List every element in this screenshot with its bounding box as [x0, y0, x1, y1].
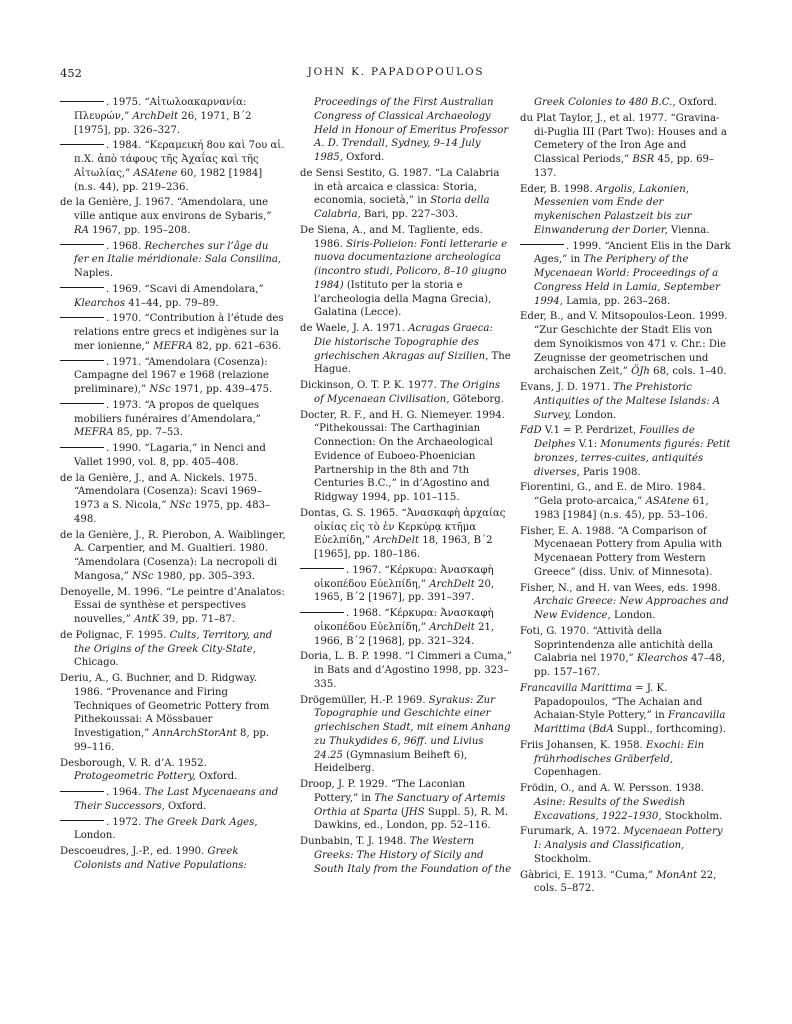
bibliography-entry — [60, 356, 286, 397]
bibliography-entry — [60, 283, 286, 311]
entry-text: (Istituto per la storia e l’archeologia della Magna Grecia), Galatina (Lecce). — [314, 279, 492, 319]
bibliography-entry — [520, 869, 732, 897]
page-number: 452 — [60, 66, 82, 80]
entry-text: . 1971. “Amendolara (Cosenza): Campagne del 1967 e 1968 (relazione preliminare),” — [74, 356, 269, 395]
bibliography-entry — [520, 424, 732, 479]
entry-text: Denoyelle, M. 1996. “Le peintre d’Analatos: Essai de synthèse et perspectives nouvelles,” — [60, 586, 285, 625]
entry-text: Friis Johansen, K. 1958. — [520, 739, 646, 751]
italic-title: Greek Colonies to 480 B.C., — [534, 97, 676, 108]
entry-text: 61, 1983 [1984] (n.s. 45), pp. 53–106. — [534, 496, 709, 521]
bibliography-entry — [60, 529, 286, 584]
entry-text: (Gymnasium Beiheft 6), Heidelberg. — [314, 749, 468, 775]
bibliography-entry — [520, 739, 732, 780]
italic-title: BSR — [632, 154, 655, 165]
bibliography-entry — [300, 379, 512, 407]
italic-title: AntK — [133, 614, 160, 625]
bibliography-entry — [300, 650, 512, 691]
italic-title: Argolis, Lakonien, Messenien vom Ende der mykenischen Palastzeit bis zur Einwanderung der Dorier, — [534, 183, 692, 236]
bibliography-entry — [520, 525, 732, 580]
entry-text: 39, pp. 71–87. — [159, 614, 236, 625]
bibliography-column-3 — [520, 96, 732, 898]
entry-text: 1975, pp. 483–498. — [74, 500, 271, 525]
entry-text: . 1984. “Κεραμεική 8ου καὶ 7ου αἱ. π.Χ. ἀπὸ τάφους τῆς Ἀχαΐας καὶ τῆς Αἰτωλίας,” — [74, 140, 285, 179]
bibliography-entry — [60, 240, 286, 281]
repeated-author-dash — [60, 403, 104, 404]
italic-title: Syrakus: Zur Topographie und Geschichte einer griechischen Stadt, mit einem Anhang zu Thukydides 6, 96ff. und Livius 24.25 — [314, 694, 511, 761]
entry-text: 26, 1971, B´2 [1975], pp. 326–327. — [74, 110, 252, 136]
entry-text: Chicago. — [74, 657, 119, 669]
italic-title: ArchDelt — [429, 621, 475, 633]
italic-title: The Greek Dark Ages, — [144, 816, 258, 828]
entry-text: . 1990. “Lagaria,” in Nenci and Vallet 1990, vol. 8, pp. 405–408. — [74, 443, 266, 468]
entry-text: de Sensi Sestito, G. 1987. “La Calabria in età arcaica e classica: Storia, economia, società,” in — [300, 167, 500, 207]
italic-title: The Origins of Mycenaean Civilisation, — [314, 380, 501, 405]
repeated-author-dash — [60, 820, 104, 821]
italic-title: The Last Mycenaeans and Their Successors, — [74, 787, 279, 812]
entry-text: Oxford. — [164, 800, 207, 812]
bibliography-entry — [300, 564, 512, 605]
bibliography-entry — [300, 167, 512, 222]
entry-text: 1971, pp. 439–475. — [170, 384, 273, 395]
italic-title: NSc — [149, 384, 171, 395]
repeated-author-dash — [60, 244, 104, 245]
bibliography-entry — [520, 481, 732, 522]
entry-text: Oxford. — [675, 97, 718, 108]
entry-text: Evans, J. D. 1971. — [520, 382, 614, 393]
italic-title: AnnArchStorAnt — [152, 728, 237, 739]
repeated-author-dash — [300, 568, 344, 569]
entry-text: . 1968. — [106, 240, 145, 252]
entry-text: Bari, pp. 227–303. — [360, 209, 458, 220]
italic-title: Siris-Polieion: Fonti letterarie e nuova documentazione archeologica (incontro studi, Policoro, 8–10 giugno 1984) — [314, 238, 508, 291]
entry-text: Naples. — [74, 268, 113, 279]
repeated-author-dash — [60, 447, 104, 448]
bibliography-entry — [520, 381, 732, 422]
bibliography-entry — [60, 672, 286, 755]
bibliography-column-2 — [300, 96, 512, 878]
entry-text: London. — [610, 610, 656, 621]
italic-title: The Western Greeks: The History of Sicily and South Italy from the Foundation of the — [314, 836, 512, 875]
entry-text: . 1975. “Αἰτωλοακαρνανία: Πλευρών,” — [74, 97, 247, 122]
entry-text: De Siena, A., and M. Tagliente, eds. 1986. — [300, 224, 483, 250]
entry-text: = J. K. Papadopoulos, “The Achaian and Achaian-Style Pottery,” in — [534, 682, 703, 722]
repeated-author-dash — [60, 360, 104, 361]
bibliography-entry — [300, 322, 512, 377]
entry-text: . 1973. “A propos de quelques mobiliers funéraires d’Amendolara,” — [74, 399, 261, 425]
entry-text: Desborough, V. R. d’A. 1952. — [60, 757, 207, 769]
repeated-author-dash — [60, 287, 104, 288]
italic-title: Archaic Greece: New Approaches and New Evidence, — [534, 596, 729, 621]
italic-title: Cults, Territory, and the Origins of the Greek City-State, — [74, 629, 273, 655]
italic-title: Francavilla Marittima — [534, 710, 726, 735]
entry-text: . 1968. “Κέρκυρα: Ἀνασκαφὴ οἰκοπέδου Εὐελπίδη,” — [314, 608, 494, 633]
entry-text: Lamia, pp. 263–268. — [562, 295, 671, 307]
entry-text: de Waele, J. A. 1971. — [300, 323, 409, 334]
entry-text: Oxford. — [195, 771, 238, 783]
bibliography-entry — [60, 586, 286, 627]
entry-text: Oxford. — [342, 152, 385, 163]
entry-text: du Plat Taylor, J., et al. 1977. “Gravina-di-Puglia III (Part Two): Houses and a Cemetery of the Iron Age and Classical Periods,” — [520, 112, 727, 165]
italic-title: NSc — [169, 500, 192, 511]
entry-text: Dickinson, O. T. P. K. 1977. — [300, 380, 440, 391]
bibliography-column-1 — [60, 96, 286, 875]
italic-title: ArchDelt — [429, 578, 475, 590]
entry-text: . 1964. — [106, 787, 145, 798]
entry-text: . 1969. “Scavi di Amendolara,” — [106, 283, 264, 295]
italic-title: MEFRA — [153, 340, 193, 352]
entry-text: Docter, R. F., and H. G. Niemeyer. 1994. “Pithekoussai: The Carthaginian Connection: On the Archaeological Evidence of Euboeo-Phoenician Partnership in the 8th and 7th Centuries B.C.,” in d’Agostino and Ridgway 1994, pp. 101–115. — [300, 409, 505, 503]
entry-text: Suppl., forthcoming). — [613, 724, 726, 735]
italic-title: Mycenaean Pottery I: Analysis and Classification, — [534, 826, 723, 851]
bibliography-entry — [60, 312, 286, 353]
italic-title: ArchDelt — [373, 535, 420, 547]
bibliography-entry-continuation — [520, 96, 732, 110]
entry-text: Göteborg. — [449, 393, 504, 405]
repeated-author-dash — [60, 101, 104, 102]
repeated-author-dash — [300, 612, 344, 613]
entry-text: Fisher, E. A. 1988. “A Comparison of Mycenaean Pottery from Apulia with Mycenaean Pottery from Western Greece” (diss. Univ. of Minnesota). — [520, 525, 722, 578]
italic-title: ÖJh — [631, 366, 650, 378]
bibliography-entry — [60, 196, 286, 237]
entry-text: Fiorentini, G., and E. de Miro. 1984. “Gela proto-arcaica,” — [520, 482, 706, 507]
italic-title: Francavilla Marittima — [520, 682, 632, 694]
entry-text: 41–44, pp. 79–89. — [125, 297, 219, 309]
entry-text: Eder, B., and V. Mitsopoulos-Leon. 1999. “Zur Geschichte der Stadt Elis von dem Synoikismos von 471 v. Chr.: Die Zeugnisse der geometrischen und archaischen Zeit,” — [520, 311, 728, 378]
italic-title: Proceedings of the First Australian Congress of Classical Archaeology Held in Honour of Emeritus Professor A. D. Trendall, Sydney, 9–14 July 1985, — [314, 97, 509, 163]
repeated-author-dash — [520, 244, 564, 245]
bibliography-entry — [60, 786, 286, 814]
repeated-author-dash — [60, 317, 104, 318]
italic-title: Monuments figurés: Petit bronzes, terres-cuites, antiquités diverses, — [534, 439, 731, 478]
italic-title: The Sanctuary of Artemis Orthia at Sparta — [314, 792, 506, 818]
italic-title: MEFRA — [74, 427, 114, 439]
italic-title: ASAtene — [133, 167, 178, 179]
italic-title: Protogeometric Pottery, — [74, 771, 196, 783]
bibliography-entry — [520, 782, 732, 823]
bibliography-entry — [520, 310, 732, 379]
repeated-author-dash — [60, 144, 104, 145]
entry-text: 60, 1982 [1984] (n.s. 44), pp. 219–236. — [74, 167, 263, 193]
italic-title: Greek Colonists and Native Populations: — [74, 846, 247, 871]
bibliography-entry — [520, 112, 732, 181]
entry-text: Fisher, N., and H. van Wees, eds. 1998. — [520, 582, 721, 594]
bibliography-entry — [60, 139, 286, 194]
entry-text: Suppl. 5), R. M. Dawkins, ed., London, pp. 52–116. — [314, 806, 509, 832]
bibliography-entry — [60, 629, 286, 670]
bibliography-entry — [60, 845, 286, 873]
italic-title: RA — [74, 224, 89, 236]
entry-text: Stockholm. — [534, 853, 592, 865]
entry-text: 1967, pp. 195–208. — [88, 224, 191, 236]
entry-text: Drögemüller, H.-P. 1969. — [300, 694, 429, 706]
italic-title: JHS — [404, 806, 425, 818]
bibliography-entry — [520, 625, 732, 680]
entry-text: 22, cols. 5–872. — [534, 869, 717, 895]
entry-text: Dunbabin, T. J. 1948. — [300, 836, 410, 847]
entry-text: de la Genière, J. 1967. “Amendolara, une ville antique aux environs de Sybaris,” — [60, 197, 272, 222]
entry-text: 68, cols. 1–40. — [649, 366, 727, 378]
italic-title: The Prehistoric Antiquities of the Maltese Islands: A Survey, — [534, 382, 721, 421]
entry-text: Paris 1908. — [579, 466, 641, 478]
entry-text: 1980, pp. 305–393. — [153, 570, 256, 582]
entry-text: 82, pp. 621–636. — [192, 340, 282, 352]
italic-title: ArchDelt — [132, 110, 179, 122]
entry-text: London. — [74, 830, 116, 842]
bibliography-entry — [520, 582, 732, 623]
bibliography-entry — [60, 96, 286, 137]
entry-text: Eder, B. 1998. — [520, 183, 596, 195]
entry-text: de la Genière, J., R. Pierobon, A. Waiblinger, A. Carpentier, and M. Gualtieri. 1980. “Amendolara (Cosenza): La necropoli di Mangosa,” — [60, 529, 286, 582]
entry-text: Gàbrici, E. 1913. “Cuma,” — [520, 869, 657, 881]
italic-title: BdA — [592, 724, 614, 735]
entry-text: V.1 = P. Perdrizet, — [541, 425, 640, 437]
bibliography-entry — [520, 240, 732, 309]
entry-text: . 1970. “Contribution à l’étude des relations entre grecs et indigènes sur la mer ionienne,” — [74, 313, 284, 352]
page-header — [0, 66, 792, 82]
italic-title: NSc — [132, 570, 154, 582]
italic-title: FdD — [520, 425, 542, 437]
italic-title: The Periphery of the Mycenaean World: Proceedings of a Congress Held in Lamia, September 1994, — [534, 254, 720, 307]
entry-text: 21, 1966, B´2 [1968], pp. 321–324. — [314, 621, 495, 647]
entry-text: Furumark, A. 1972. — [520, 826, 624, 838]
italic-title: Recherches sur l’âge du fer en Italie méridionale: Sala Consilina, — [74, 240, 282, 266]
entry-text: . 1972. — [106, 816, 145, 828]
italic-title: Klearchos — [74, 297, 125, 309]
entry-text: 18, 1963, B´2 [1965], pp. 180–186. — [314, 535, 493, 560]
entry-text: 45, pp. 69–137. — [534, 154, 714, 179]
bibliography-entry — [60, 472, 286, 527]
entry-text: Foti, G. 1970. “Attività della Soprintendenza alle antichità della Calabria nel 1970,” — [520, 625, 714, 665]
entry-text: Doria, L. B. P. 1998. “I Cimmeri a Cuma,” in Bats and d’Agostino 1998, pp. 323–335. — [300, 651, 512, 690]
repeated-author-dash — [60, 791, 104, 792]
entry-text: 47–48, pp. 157–167. — [534, 653, 726, 678]
entry-text: ( — [585, 724, 593, 735]
bibliography-entry-continuation — [300, 96, 512, 165]
italic-title: Exochi: Ein frührhodisches Gräberfeld, — [534, 739, 705, 765]
entry-text: Deriu, A., G. Buchner, and D. Ridgway. 1986. “Provenance and Firing Techniques of Geometric Pottery from Pithekoussai: A Mössbauer Investigation,” — [60, 673, 270, 739]
italic-title: Fouilles de Delphes — [534, 425, 695, 450]
entry-text: Frödin, O., and A. W. Persson. 1938. — [520, 783, 705, 794]
entry-text: . 1967. “Κέρκυρα: Ἀνασκαφὴ οἰκοπέδου Εὐελπίδη,” — [314, 564, 494, 590]
bibliography-entry — [300, 507, 512, 562]
entry-text: Vienna. — [667, 224, 710, 236]
italic-title: Storia della Calabria, — [314, 195, 490, 220]
bibliography-entry — [300, 224, 512, 320]
entry-text: The Hague. — [314, 350, 511, 376]
entry-text: Stockholm. — [661, 810, 723, 822]
entry-text: London. — [571, 409, 617, 421]
entry-text: de Polignac, F. 1995. — [60, 629, 170, 641]
entry-text: V.1: — [575, 439, 601, 450]
italic-title: MonAnt — [656, 869, 698, 881]
bibliography-entry — [300, 778, 512, 833]
bibliography-entry — [300, 694, 512, 777]
entry-text: 8, pp. 99–116. — [74, 728, 270, 753]
bibliography-entry — [520, 183, 732, 238]
running-head: JOHN K. PAPADOPOULOS — [307, 66, 485, 78]
bibliography-entry — [300, 607, 512, 648]
bibliography-entry — [300, 409, 512, 505]
bibliography-entry — [60, 399, 286, 440]
bibliography-entry — [60, 816, 286, 844]
entry-text: Descoeudres, J.-P., ed. 1990. — [60, 846, 208, 857]
entry-text: Droop, J. P. 1929. “The Laconian Pottery,” in — [300, 779, 466, 804]
bibliography-entry — [520, 825, 732, 866]
italic-title: Klearchos — [636, 653, 688, 665]
entry-text: . 1999. “Ancient Elis in the Dark Ages,” in — [534, 240, 731, 266]
italic-title: ASAtene — [645, 496, 690, 507]
entry-text: de la Genière, J., and A. Nickels. 1975. “Amendolara (Cosenza): Scavi 1969–1973 a S. Nicola,” — [60, 472, 262, 511]
bibliography-entry — [60, 757, 286, 785]
entry-text: 20, 1965, B´2 [1967], pp. 391–397. — [314, 578, 495, 604]
bibliography-entry — [520, 682, 732, 737]
entry-text: Dontas, G. S. 1965. “Ἀνασκαφὴ ἀρχαίας οἰκίας εἰς τὸ ἐν Κερκύρᾳ κτῆμα Εὐελπίδη,” — [300, 507, 506, 547]
entry-text: Copenhagen. — [534, 767, 602, 779]
bibliography-entry — [60, 442, 286, 470]
italic-title: Asine: Results of the Swedish Excavations, 1922–1930, — [534, 796, 686, 822]
entry-text: ( — [397, 806, 405, 818]
bibliography-entry — [300, 835, 512, 876]
entry-text: 85, pp. 7–53. — [113, 427, 183, 439]
italic-title: Acragas Graeca: Die historische Topographie des griechischen Akragas auf Sizilien, — [314, 323, 493, 362]
